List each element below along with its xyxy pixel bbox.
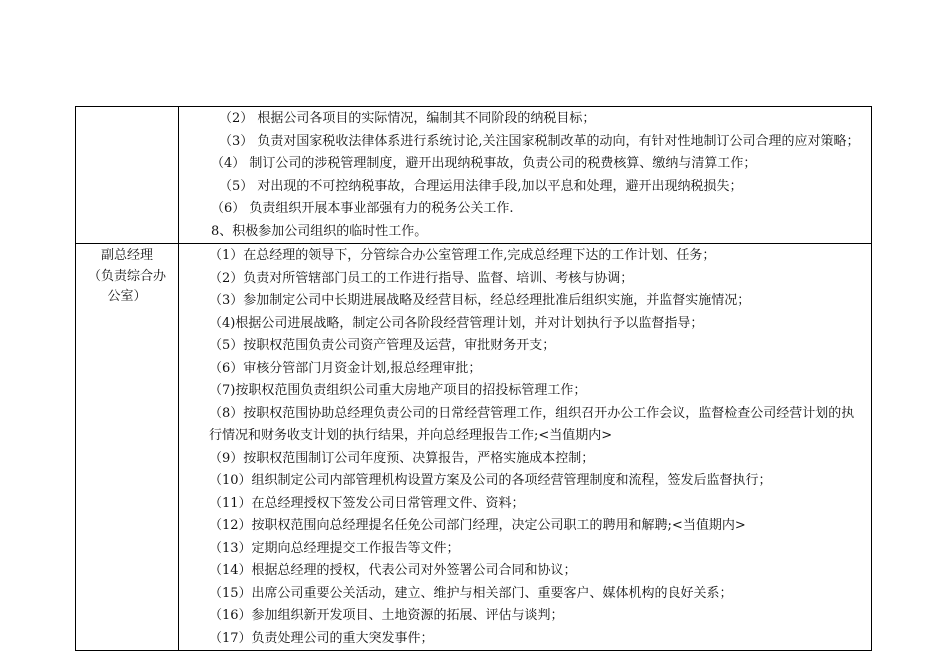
- duty-item: （14）根据总经理的授权，代表公司对外签署公司合同和协议；: [209, 563, 577, 578]
- role-cell-deputy-gm: [76, 244, 179, 651]
- duty-item: （2） 根据公司各项目的实际情况，编制其不同阶段的纳税目标；: [219, 111, 596, 126]
- duty-item: （6） 负责组织开展本事业部强有力的税务公关工作.: [211, 201, 514, 216]
- duty-item: （12）按职权范围向总经理提名任免公司部门经理，决定公司职工的聘用和解聘;<当值期内>: [209, 518, 746, 533]
- duty-item: （5） 对出现的不可控纳税事故，合理运用法律手段,加以平息和处理，避开出现纳税损失；: [219, 178, 743, 194]
- duty-item: （11）在总经理授权下签发公司日常管理文件、资料；: [209, 495, 525, 511]
- responsibility-table: [75, 106, 872, 651]
- duties-cell-tax: [179, 107, 872, 244]
- duties-cell-deputy-gm: [179, 244, 872, 651]
- role-cell-empty: [76, 107, 179, 244]
- duty-item: 8、积极参加公司组织的临时性工作。: [211, 223, 428, 239]
- duty-item: （17）负责处理公司的重大突发事件；: [209, 630, 434, 646]
- duty-item: （4)根据公司进展战略，制定公司各阶段经营管理计划，并对计划执行予以监督指导；: [209, 315, 704, 331]
- duty-item: （15）出席公司重要公关活动，建立、维护与相关部门、重要客户、媒体机构的良好关系；: [209, 585, 733, 601]
- role-subtitle: （负责综合办: [87, 268, 166, 284]
- duty-item: （16）参加组织新开发项目、土地资源的拓展、评估与谈判；: [209, 608, 564, 623]
- duty-item: （10）组织制定公司内部管理机构设置方案及公司的各项经营管理制度和流程，签发后监督执行；: [209, 473, 772, 488]
- table-row-tax-duties: [76, 107, 872, 244]
- duty-item: （7)按职权范围负责组织公司重大房地产项目的招投标管理工作；: [209, 383, 587, 398]
- role-subtitle-cont: 公室）: [107, 289, 147, 304]
- duty-item: （6）审核分管部门月资金计划,报总经理审批；: [209, 360, 482, 376]
- duty-item: （5）按职权范围负责公司资产管理及运营，审批财务开支；: [209, 338, 556, 353]
- table-row-deputy-gm: [76, 244, 872, 651]
- duty-item: （1）在总经理的领导下，分管综合办公室管理工作,完成总经理下达的工作计划、任务；: [209, 248, 716, 263]
- role-title: 副总经理: [100, 248, 153, 263]
- duty-item: （4） 制订公司的涉税管理制度，避开出现纳税事故，负责公司的税费核算、缴纳与清算工作；: [211, 156, 757, 171]
- duty-item: （13）定期向总经理提交工作报告等文件；: [209, 540, 460, 556]
- duty-item: （2）负责对所管辖部门员工的工作进行指导、监督、培训、考核与协调；: [209, 270, 634, 286]
- duty-item: （3）参加制定公司中长期进展战略及经营目标，经总经理批准后组织实施，并监督实施情况；: [209, 293, 751, 308]
- duty-item: （9）按职权范围制订公司年度预、决算报告，严格实施成本控制；: [209, 450, 595, 466]
- duty-item: （3） 负责对国家税收法律体系进行系统讨论,关注国家税制改革的动向，有针对性地制订公司合理的应对策略；: [219, 133, 860, 149]
- duty-item: （8）按职权范围协助总经理负责公司的日常经营管理工作，组织召开办公工作会议，监督检查公司经营计划的执行情况和财务收支计划的执行结果，并向总经理报告工作;<当值期内>: [209, 405, 855, 443]
